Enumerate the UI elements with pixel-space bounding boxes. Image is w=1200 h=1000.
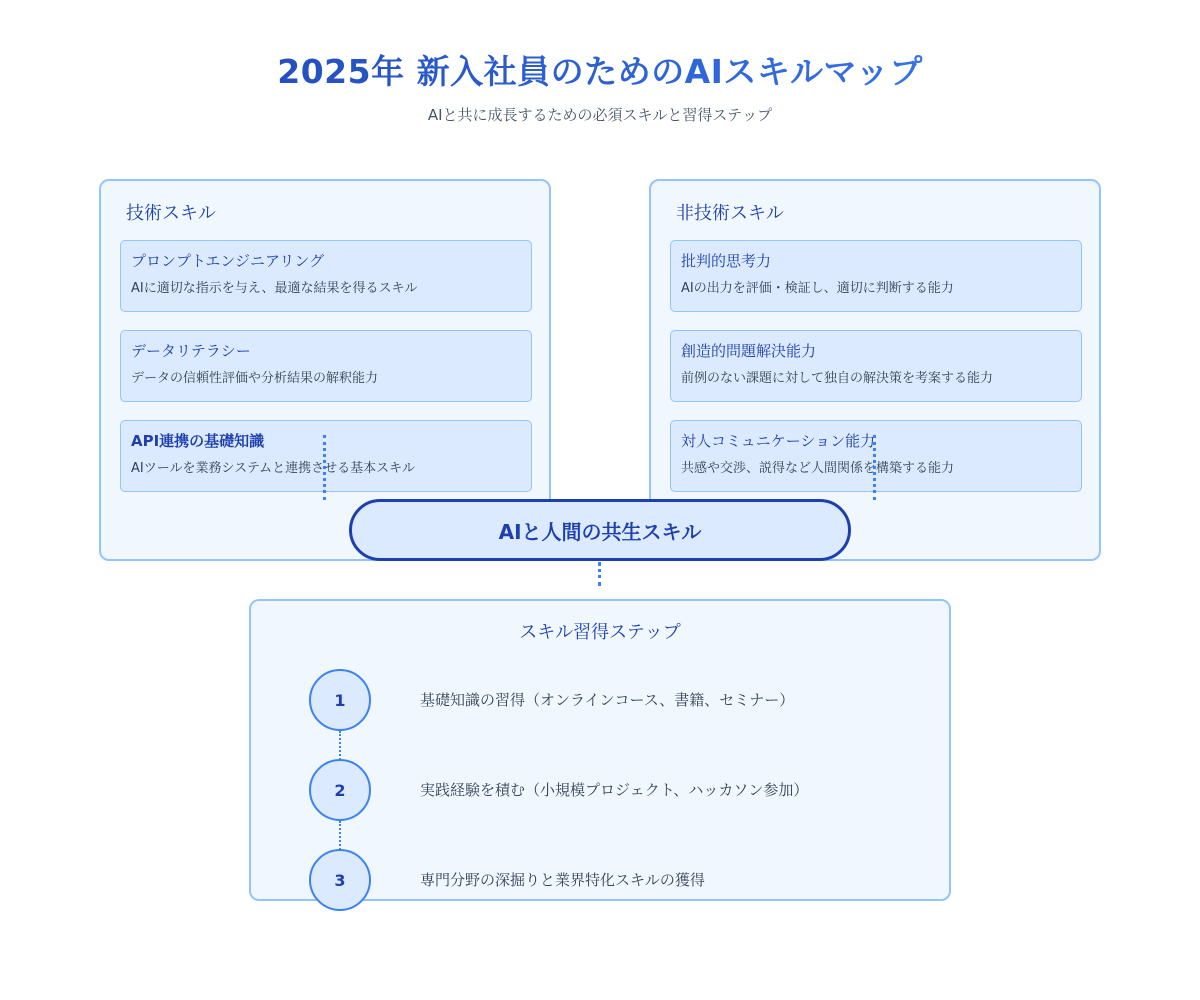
skill-name: 批判的思考力 bbox=[681, 252, 772, 270]
page-subtitle: AIと共に成長するための必須スキルと習得ステップ bbox=[427, 106, 773, 124]
page-title: 2025年 新入社員のためのAIスキルマップ bbox=[0, 46, 1200, 93]
skill-card-creative-problem-solving bbox=[670, 330, 1082, 402]
step-number-2: 2 bbox=[309, 759, 371, 821]
step-text-3: 専門分野の深掘りと業界特化スキルの獲得 bbox=[420, 871, 705, 889]
skill-card-critical-thinking bbox=[670, 240, 1082, 312]
skill-name: API連携の基礎知識 bbox=[131, 432, 265, 450]
step-number-3: 3 bbox=[309, 849, 371, 911]
nontechnical-skills-title: 非技術スキル bbox=[676, 203, 784, 224]
step-connector-2-3 bbox=[339, 821, 341, 850]
step-text-2: 実践経験を積む（小規模プロジェクト、ハッカソン参加） bbox=[420, 781, 809, 799]
skill-card-data-literacy bbox=[120, 330, 532, 402]
connector-technical-to-center bbox=[323, 435, 326, 500]
skill-card-api-integration bbox=[120, 420, 532, 492]
step-number-1: 1 bbox=[309, 669, 371, 731]
skill-description: AIの出力を評価・検証し、適切に判断する能力 bbox=[681, 281, 954, 296]
center-skill-label: AIと人間の共生スキル bbox=[498, 519, 702, 544]
skill-description: データの信頼性評価や分析結果の解釈能力 bbox=[131, 371, 379, 386]
technical-skills-title: 技術スキル bbox=[126, 203, 216, 224]
skill-name: プロンプトエンジニアリング bbox=[131, 252, 325, 270]
skill-name: 創造的問題解決能力 bbox=[681, 342, 817, 360]
skill-card-prompt-engineering bbox=[120, 240, 532, 312]
step-connector-1-2 bbox=[339, 731, 341, 760]
connector-center-to-steps bbox=[598, 562, 601, 586]
skill-description: AIツールを業務システムと連携させる基本スキル bbox=[131, 461, 416, 476]
skill-description: 共感や交渉、説得など人間関係を構築する能力 bbox=[681, 461, 955, 476]
skill-name: データリテラシー bbox=[131, 342, 251, 360]
skill-description: AIに適切な指示を与え、最適な結果を得るスキル bbox=[131, 281, 418, 296]
skill-steps-title: スキル習得ステップ bbox=[519, 622, 681, 643]
step-text-1: 基礎知識の習得（オンラインコース、書籍、セミナー） bbox=[420, 691, 795, 709]
skill-description: 前例のない課題に対して独自の解決策を考案する能力 bbox=[681, 371, 994, 386]
connector-nontechnical-to-center bbox=[873, 435, 876, 500]
skill-name: 対人コミュニケーション能力 bbox=[681, 432, 876, 450]
center-skill-pill bbox=[349, 499, 851, 561]
skill-card-communication bbox=[670, 420, 1082, 492]
